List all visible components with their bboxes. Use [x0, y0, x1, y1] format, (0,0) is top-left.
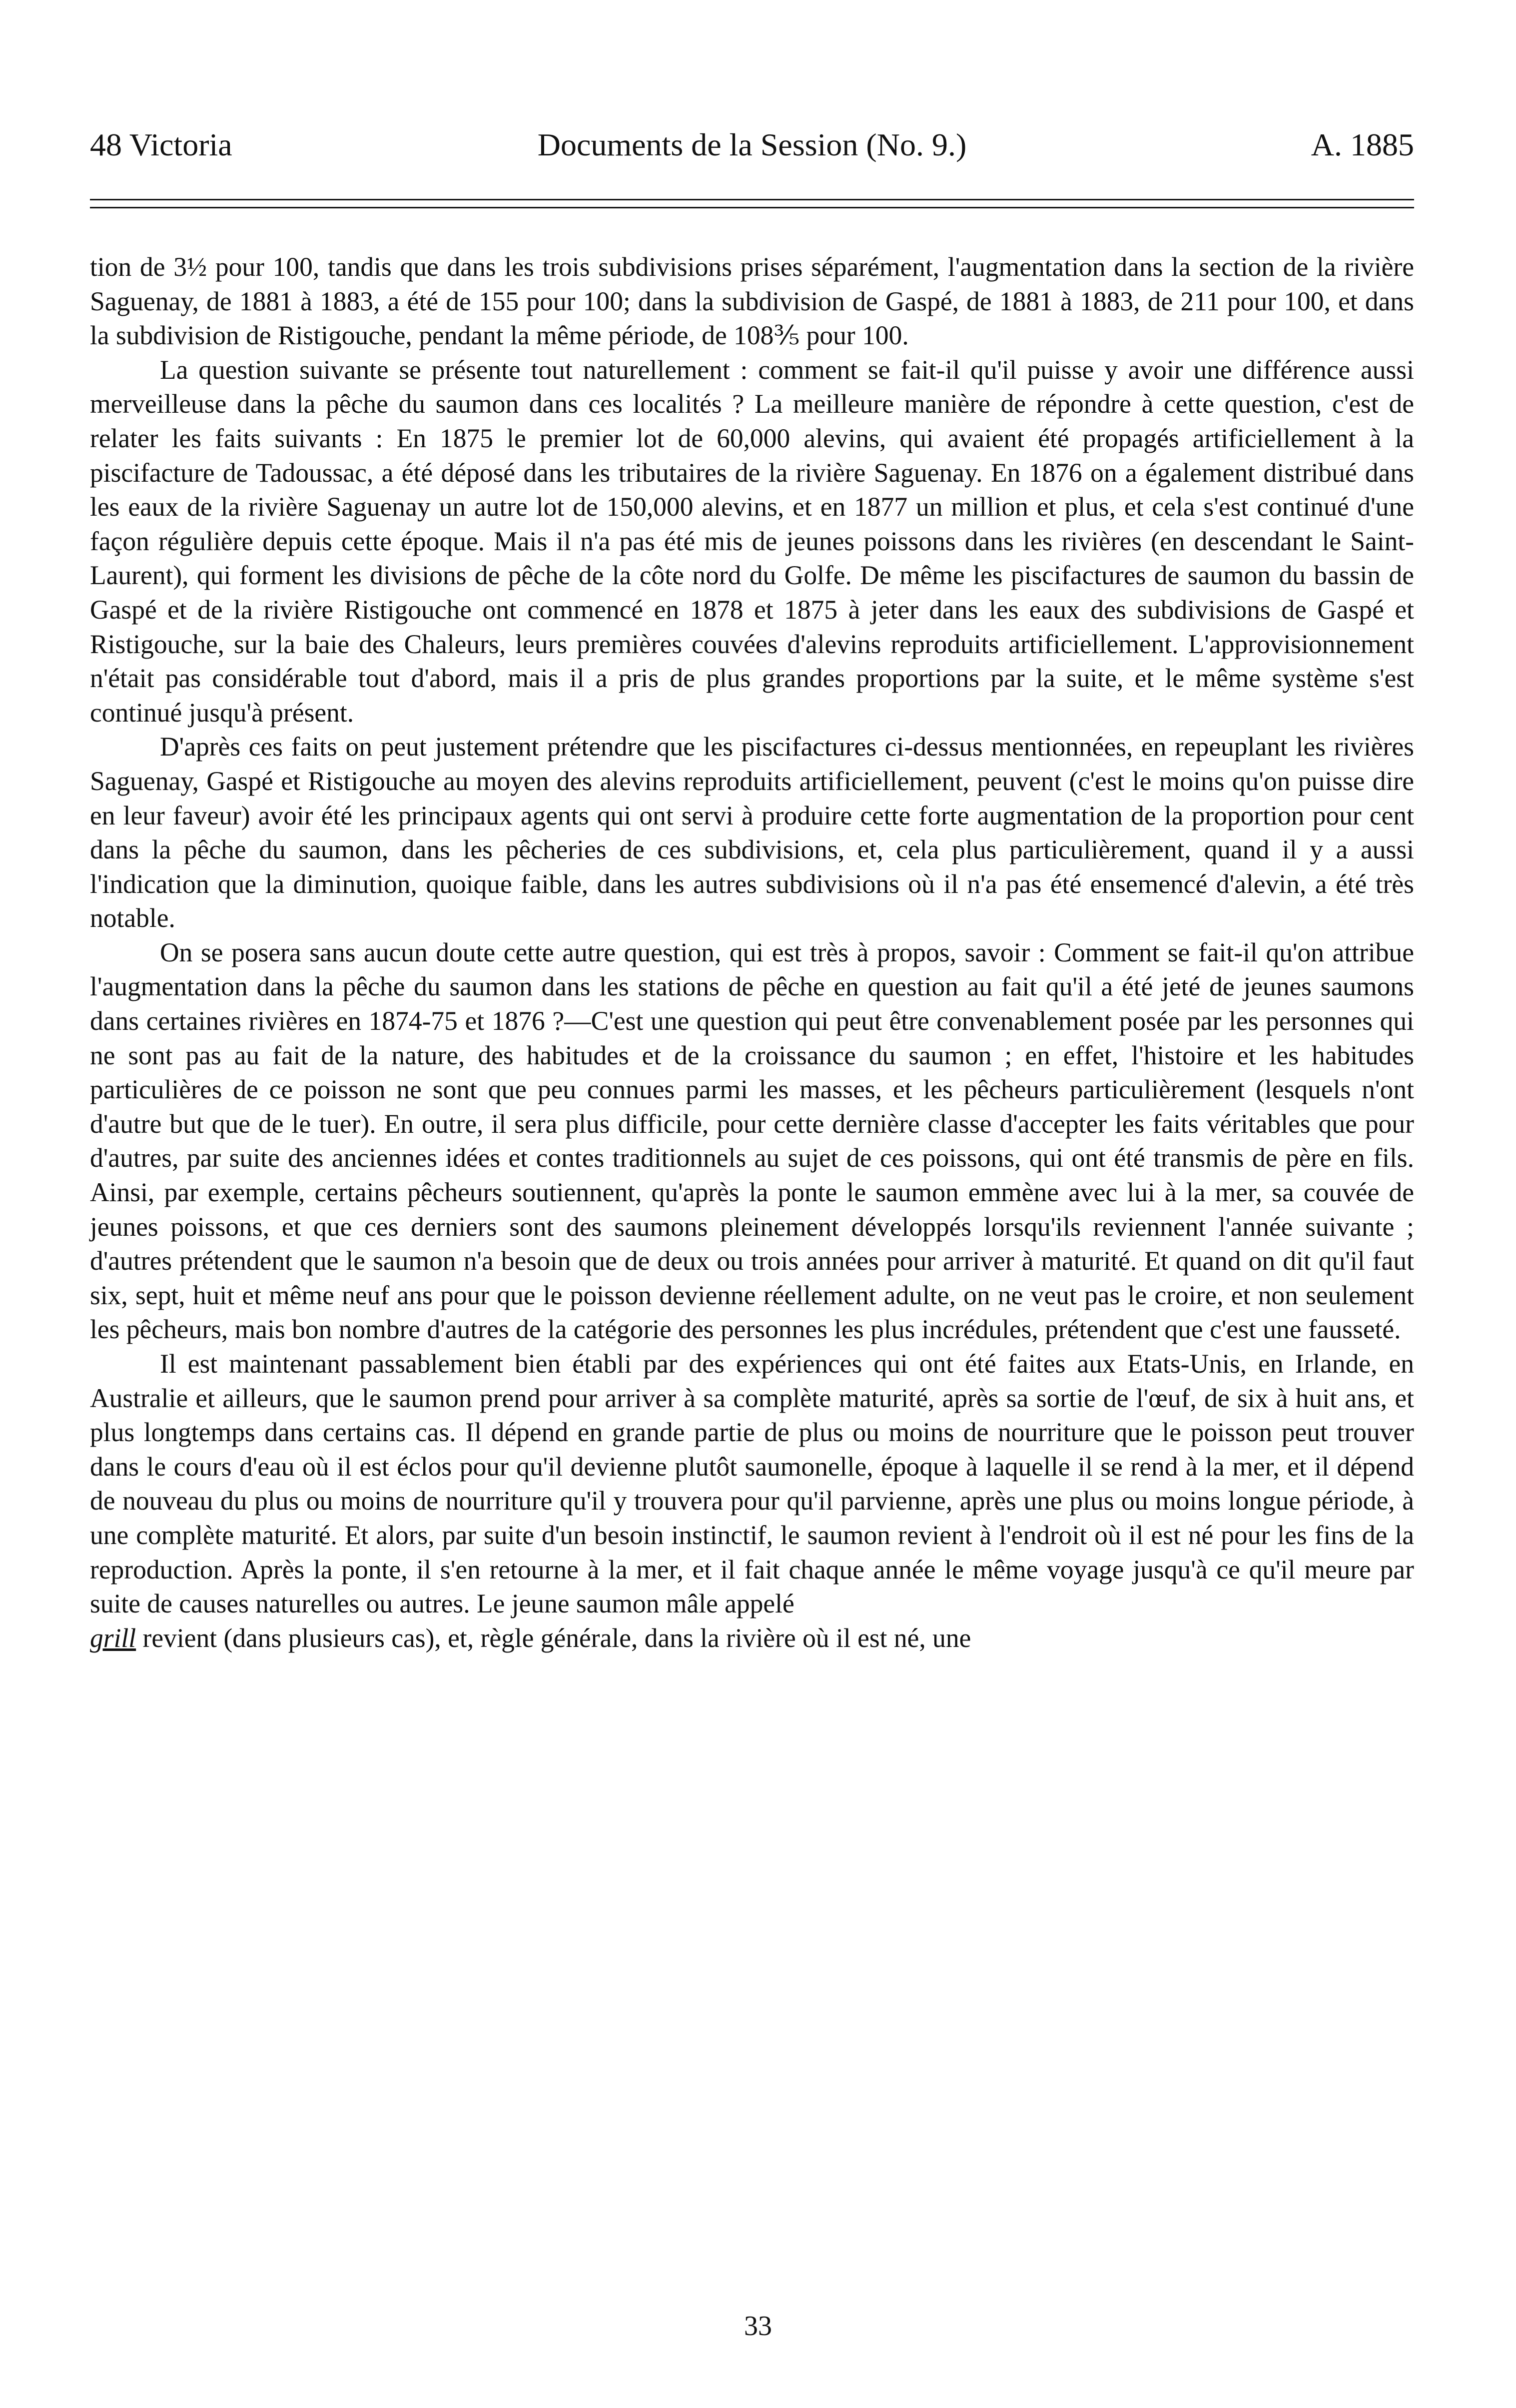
header-year: A. 1885 — [1311, 127, 1414, 162]
header-volume: 48 Victoria — [90, 127, 232, 162]
header-rule-top — [90, 199, 1414, 200]
body-text — [90, 250, 1414, 1655]
header-title: Documents de la Session (No. 9.) — [537, 127, 967, 162]
paragraph-question: La question suivante se présente tout naturellement : comment se fait-il qu'il puisse y avoir une différence aussi merveilleuse dans la pêche du saumon dans ces localités ? La meilleure manière de répondre à cette question, c'est de relater les faits suivants : En 1875 le premier lot de 60,000 alevins, qui avaient été propagés artificiellement à la piscifacture de Tadoussac, a été déposé dans les tributaires de la rivière Saguenay. En 1876 on a également distribué dans les eaux de la rivière Saguenay un autre lot de 150,000 alevins, et en 1877 un million et plus, et cela s'est continué d'une façon régulière depuis cette époque. Mais il n'a pas été mis de jeunes poissons dans les rivières (en descendant le Saint-Laurent), qui forment les divisions de pêche de la côte nord du Golfe. De même les piscifactures de saumon du bassin de Gaspé et de la rivière Ristigouche ont commencé en 1878 et 1875 à jeter dans les eaux des subdivisions de Gaspé et Ristigouche, sur la baie des Chaleurs, leurs premières couvées d'alevins reproduits artificiellement. L'approvisionnement n'était pas considérable tout d'abord, mais il a pris de plus grandes proportions par la suite, et le même système s'est continué jusqu'à présent. — [90, 354, 1414, 728]
paragraph-last-line — [90, 1621, 1414, 1655]
paragraph-maturity: Il est maintenant passablement bien établi par des expériences qui ont été faites aux Etats-Unis, en Irlande, en Australie et ailleurs, que le saumon prend pour arriver à sa complète maturité, après sa sortie de l'œuf, de six à huit ans, et plus longtemps dans certains cas. Il dépend en grande partie de plus ou moins de nourriture que le poisson peut trouver dans le cours d'eau où il est éclos pour qu'il devienne plutôt saumonelle, époque à laquelle il se rend à la mer, et il dépend de nouveau du plus ou moins de nourriture qu'il y trouvera pour qu'il parvienne, après une plus ou moins longue période, à une complète maturité. Et alors, par suite d'un besoin instinctif, le saumon revient à l'endroit où il est né pour les fins de la reproduction. Après la ponte, il s'en retourne à la mer, et il fait chaque année le même voyage jusqu'à ce qu'il meure par suite de causes naturelles ou autres. Le jeune saumon mâle appelé — [90, 1349, 1414, 1619]
paragraph-pisciculture: D'après ces faits on peut justement prétendre que les piscifactures ci-dessus mentionnées, en repeuplant les rivières Saguenay, Gaspé et Ristigouche au moyen des alevins reproduits artificiellement, peuvent (c'est le moins qu'on puisse dire en leur faveur) avoir été les principaux agents qui ont servi à produire cette forte augmentation de la proportion pour cent dans la pêche du saumon, dans les pêcheries de ces subdivisions, et, cela plus particulièrement, quand il y a aussi l'indication que la diminution, quoique faible, dans les autres subdivisions où il n'a pas été ensemencé d'alevin, a été très notable. — [90, 732, 1414, 933]
running-header — [90, 122, 1414, 167]
last-line-text: revient (dans plusieurs cas), et, règle générale, dans la rivière où il est né, une — [136, 1622, 971, 1653]
paragraph-second-question: On se posera sans aucun doute cette autre question, qui est très à propos, savoir : Comment se fait-il qu'on attribue l'augmentation dans la pêche du saumon dans les stations de pêche en question au fait qu'il a été jeté de jeunes saumons dans certaines rivières en 1874-75 et 1876 ?—C'est une question qui peut être convenablement posée par les personnes qui ne sont pas au fait de la nature, des habitudes et de la croissance du saumon ; en effet, l'histoire et les habitudes particulières de ce poisson ne sont que peu connues parmi les masses, et les pêcheurs particulièrement (lesquels n'ont d'autre but que de le tuer). En outre, il sera plus difficile, pour cette dernière classe d'accepter les faits véritables que pour d'autres, par suite des anciennes idées et contes traditionnels au sujet de ces poissons, qui ont été transmis de père en fils. Ainsi, par exemple, certains pêcheurs soutiennent, qu'après la ponte le saumon emmène avec lui à la mer, sa couvée de jeunes poissons, et que ces derniers sont des saumons pleinement développés lorsqu'ils reviennent l'année suivante ; d'autres prétendent que le saumon n'a besoin que de deux ou trois années pour arriver à maturité. Et quand on dit qu'il faut six, sept, huit et même neuf ans pour que le poisson devienne réellement adulte, on ne veut pas le croire, et non seulement les pêcheurs, mais bon nombre d'autres de la catégorie des personnes les plus incrédules, prétendent que c'est une fausseté. — [90, 937, 1414, 1345]
italic-term: grill — [90, 1622, 136, 1653]
header-rule-bottom — [90, 207, 1414, 208]
page-number: 33 — [744, 2311, 772, 2342]
paragraph-continuation: tion de 3½ pour 100, tandis que dans les trois subdivisions prises séparément, l'augmentation dans la section de la rivière Saguenay, de 1881 à 1883, a été de 155 pour 100; dans la subdivision de Gaspé, de 1881 à 1883, de 211 pour 100, et dans la subdivision de Ristigouche, pendant la même période, de 108⅗ pour 100. — [90, 252, 1414, 351]
